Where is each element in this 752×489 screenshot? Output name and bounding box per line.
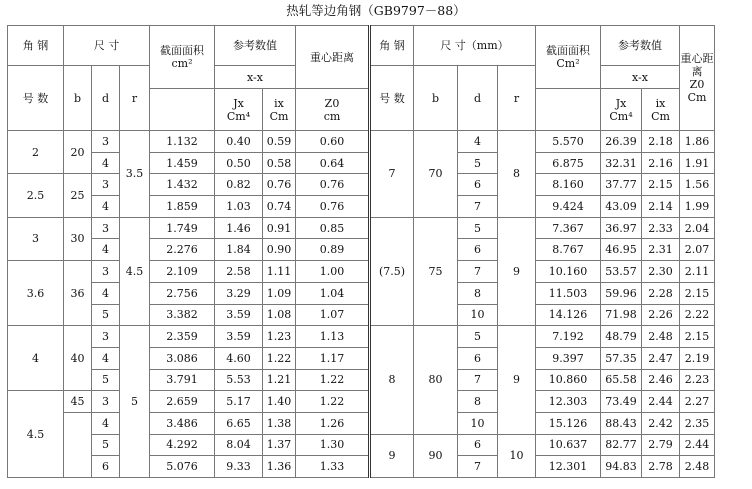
leg-width-b: 36 xyxy=(64,261,92,326)
thickness-d: 4 xyxy=(92,412,120,434)
radius-ix-right: 2.42 xyxy=(642,412,680,434)
thickness-d-right: 6 xyxy=(458,239,498,261)
moment-jx-right: 36.97 xyxy=(601,217,642,239)
thickness-d: 3 xyxy=(92,326,120,348)
header-area-spacer-right xyxy=(536,89,601,131)
moment-jx-right: 71.98 xyxy=(601,304,642,326)
radius-ix-right: 2.33 xyxy=(642,217,680,239)
moment-jx-right: 82.77 xyxy=(601,434,642,456)
thickness-d-right: 10 xyxy=(458,412,498,434)
moment-jx: 3.29 xyxy=(215,282,263,304)
thickness-d-right: 7 xyxy=(458,369,498,391)
section-area: 4.292 xyxy=(150,434,215,456)
centroid-z0: 1.33 xyxy=(296,456,370,478)
section-area: 1.749 xyxy=(150,217,215,239)
section-area-right: 7.367 xyxy=(536,217,601,239)
radius-ix: 1.09 xyxy=(263,282,296,304)
section-area-right: 8.767 xyxy=(536,239,601,261)
angle-no-2: 2 xyxy=(8,131,64,174)
steel-properties-table xyxy=(7,25,715,478)
radius-ix: 0.76 xyxy=(263,174,296,196)
moment-jx-right: 43.09 xyxy=(601,196,642,218)
moment-jx-right: 65.58 xyxy=(601,369,642,391)
thickness-d: 3 xyxy=(92,391,120,413)
radius-r-right: 10 xyxy=(498,434,536,477)
watermark xyxy=(496,444,666,462)
section-area-right: 12.303 xyxy=(536,391,601,413)
radius-ix-right: 2.15 xyxy=(642,174,680,196)
section-area: 3.086 xyxy=(150,347,215,369)
centroid-z0-right: 2.27 xyxy=(680,391,715,413)
radius-ix: 1.23 xyxy=(263,326,296,348)
radius-ix-right: 2.28 xyxy=(642,282,680,304)
thickness-d-right: 8 xyxy=(458,282,498,304)
moment-jx-right: 59.96 xyxy=(601,282,642,304)
thickness-d: 4 xyxy=(92,282,120,304)
centroid-z0-right: 1.99 xyxy=(680,196,715,218)
leg-width-b: 40 xyxy=(64,326,92,391)
moment-jx-right: 32.31 xyxy=(601,152,642,174)
header-no-label-right: 号 数 xyxy=(370,66,414,131)
leg-width-b-right: 80 xyxy=(414,326,458,434)
centroid-z0: 0.64 xyxy=(296,152,370,174)
header-ref-values-right: 参考数值 xyxy=(601,26,680,66)
radius-ix-right: 2.31 xyxy=(642,239,680,261)
section-area: 2.109 xyxy=(150,261,215,283)
thickness-d-right: 10 xyxy=(458,304,498,326)
centroid-z0: 0.76 xyxy=(296,196,370,218)
header-jx: Jx Cm⁴ xyxy=(215,89,263,131)
centroid-z0: 1.13 xyxy=(296,326,370,348)
section-area-right: 15.126 xyxy=(536,412,601,434)
section-area: 5.076 xyxy=(150,456,215,478)
moment-jx: 3.59 xyxy=(215,326,263,348)
header-area-spacer xyxy=(150,89,215,131)
thickness-d-right: 5 xyxy=(458,326,498,348)
centroid-z0-right: 2.07 xyxy=(680,239,715,261)
moment-jx: 0.50 xyxy=(215,152,263,174)
centroid-z0-right: 2.35 xyxy=(680,412,715,434)
section-area: 3.382 xyxy=(150,304,215,326)
radius-ix-right: 2.26 xyxy=(642,304,680,326)
moment-jx: 5.53 xyxy=(215,369,263,391)
moment-jx-right: 48.79 xyxy=(601,326,642,348)
leg-width-b: 45 xyxy=(64,391,92,413)
header-ix: ix Cm xyxy=(263,89,296,131)
section-area: 1.132 xyxy=(150,131,215,153)
header-angle-no-right: 角 钢 xyxy=(370,26,414,66)
centroid-z0-right: 1.91 xyxy=(680,152,715,174)
centroid-z0: 1.00 xyxy=(296,261,370,283)
moment-jx: 1.84 xyxy=(215,239,263,261)
radius-ix: 1.36 xyxy=(263,456,296,478)
moment-jx: 1.46 xyxy=(215,217,263,239)
angle-no-4: 4 xyxy=(8,326,64,391)
radius-r-right: 9 xyxy=(498,217,536,325)
radius-ix: 0.59 xyxy=(263,131,296,153)
thickness-d-right: 6 xyxy=(458,434,498,456)
radius-ix: 1.38 xyxy=(263,412,296,434)
radius-ix-right: 2.44 xyxy=(642,391,680,413)
header-size: 尺 寸 xyxy=(64,26,150,66)
radius-ix: 0.91 xyxy=(263,217,296,239)
angle-no-right: 8 xyxy=(370,326,414,434)
radius-ix-right: 2.48 xyxy=(642,326,680,348)
section-area-right: 9.424 xyxy=(536,196,601,218)
section-area-right: 14.126 xyxy=(536,304,601,326)
thickness-d-right: 6 xyxy=(458,174,498,196)
table-row xyxy=(8,391,715,413)
section-area: 1.859 xyxy=(150,196,215,218)
moment-jx-right: 37.77 xyxy=(601,174,642,196)
table-row xyxy=(8,347,715,369)
centroid-z0-right: 2.04 xyxy=(680,217,715,239)
header-b: b xyxy=(64,66,92,131)
header-area: 截面面积 cm² xyxy=(150,26,215,89)
thickness-d: 3 xyxy=(92,174,120,196)
centroid-z0-right: 2.15 xyxy=(680,326,715,348)
thickness-d-right: 8 xyxy=(458,391,498,413)
table-row xyxy=(8,174,715,196)
thickness-d: 3 xyxy=(92,217,120,239)
table-row xyxy=(8,131,715,153)
radius-r: 3.5 xyxy=(120,131,150,218)
header-ref-values: 参考数值 xyxy=(215,26,296,66)
section-area: 2.659 xyxy=(150,391,215,413)
moment-jx-right: 73.49 xyxy=(601,391,642,413)
header-axis-right: x-x xyxy=(601,66,680,89)
table-row xyxy=(8,239,715,261)
radius-ix-right: 2.79 xyxy=(642,434,680,456)
section-area-right: 5.570 xyxy=(536,131,601,153)
table-row xyxy=(8,261,715,283)
header-no-label: 号 数 xyxy=(8,66,64,131)
centroid-z0-right: 2.44 xyxy=(680,434,715,456)
thickness-d: 6 xyxy=(92,456,120,478)
section-area-right: 11.503 xyxy=(536,282,601,304)
radius-r: 4.5 xyxy=(120,217,150,325)
leg-width-b-right: 75 xyxy=(414,217,458,325)
centroid-z0-right: 2.11 xyxy=(680,261,715,283)
centroid-z0: 1.17 xyxy=(296,347,370,369)
radius-r-right: 8 xyxy=(498,131,536,218)
thickness-d-right: 7 xyxy=(458,456,498,478)
moment-jx: 1.03 xyxy=(215,196,263,218)
radius-ix: 1.11 xyxy=(263,261,296,283)
centroid-z0: 1.26 xyxy=(296,412,370,434)
radius-ix-right: 2.46 xyxy=(642,369,680,391)
section-area-right: 7.192 xyxy=(536,326,601,348)
header-axis: x-x xyxy=(215,66,296,89)
table-row xyxy=(8,196,715,218)
moment-jx-right: 46.95 xyxy=(601,239,642,261)
thickness-d: 3 xyxy=(92,261,120,283)
moment-jx: 6.65 xyxy=(215,412,263,434)
section-area-right: 12.301 xyxy=(536,456,601,478)
leg-width-b: 25 xyxy=(64,174,92,217)
centroid-z0: 0.76 xyxy=(296,174,370,196)
angle-no-right: 9 xyxy=(370,434,414,477)
header-size-mm: 尺 寸（mm） xyxy=(414,26,536,66)
moment-jx: 2.58 xyxy=(215,261,263,283)
table-row xyxy=(8,412,715,434)
centroid-z0-right: 2.23 xyxy=(680,369,715,391)
moment-jx: 3.59 xyxy=(215,304,263,326)
leg-width-b xyxy=(64,412,92,477)
header-d: d xyxy=(92,66,120,131)
section-area-right: 6.875 xyxy=(536,152,601,174)
radius-ix: 1.21 xyxy=(263,369,296,391)
thickness-d: 4 xyxy=(92,196,120,218)
radius-ix: 0.74 xyxy=(263,196,296,218)
header-b-right: b xyxy=(414,66,458,131)
header-z0: Z0 cm xyxy=(296,89,370,131)
section-area-right: 10.860 xyxy=(536,369,601,391)
thickness-d: 5 xyxy=(92,434,120,456)
moment-jx: 0.40 xyxy=(215,131,263,153)
moment-jx-right: 94.83 xyxy=(601,456,642,478)
table-row xyxy=(8,326,715,348)
moment-jx: 5.17 xyxy=(215,391,263,413)
moment-jx-right: 26.39 xyxy=(601,131,642,153)
leg-width-b: 30 xyxy=(64,217,92,260)
section-area: 2.756 xyxy=(150,282,215,304)
thickness-d-right: 5 xyxy=(458,152,498,174)
header-ix-right: ix Cm xyxy=(642,89,680,131)
section-area: 2.276 xyxy=(150,239,215,261)
table-row xyxy=(8,282,715,304)
section-area: 1.459 xyxy=(150,152,215,174)
radius-ix-right: 2.78 xyxy=(642,456,680,478)
centroid-z0-right: 1.86 xyxy=(680,131,715,153)
moment-jx: 4.60 xyxy=(215,347,263,369)
header-angle-no: 角 钢 xyxy=(8,26,64,66)
moment-jx: 9.33 xyxy=(215,456,263,478)
thickness-d-right: 5 xyxy=(458,217,498,239)
centroid-z0-right: 2.15 xyxy=(680,282,715,304)
radius-ix: 1.08 xyxy=(263,304,296,326)
angle-no-2-5: 2.5 xyxy=(8,174,64,217)
radius-ix: 0.58 xyxy=(263,152,296,174)
table-row xyxy=(8,217,715,239)
header-jx-right: Jx Cm⁴ xyxy=(601,89,642,131)
header-centroid: 重心距离 xyxy=(296,26,370,89)
centroid-z0: 0.60 xyxy=(296,131,370,153)
page-title: 热轧等边角钢（GB9797－88） xyxy=(286,3,466,18)
radius-r-right: 9 xyxy=(498,326,536,434)
leg-width-b-right: 90 xyxy=(414,434,458,477)
radius-ix-right: 2.18 xyxy=(642,131,680,153)
leg-width-b: 20 xyxy=(64,131,92,174)
moment-jx: 0.82 xyxy=(215,174,263,196)
centroid-z0: 1.07 xyxy=(296,304,370,326)
centroid-z0-right: 2.48 xyxy=(680,456,715,478)
centroid-z0: 1.22 xyxy=(296,369,370,391)
angle-no-3-6: 3.6 xyxy=(8,261,64,326)
header-r: r xyxy=(120,66,150,131)
radius-ix: 1.37 xyxy=(263,434,296,456)
header-d-right: d xyxy=(458,66,498,131)
radius-ix: 0.90 xyxy=(263,239,296,261)
centroid-z0-right: 1.56 xyxy=(680,174,715,196)
thickness-d-right: 6 xyxy=(458,347,498,369)
table-row xyxy=(8,304,715,326)
centroid-z0-right: 2.19 xyxy=(680,347,715,369)
angle-no-3: 3 xyxy=(8,217,64,260)
thickness-d: 4 xyxy=(92,347,120,369)
section-area-right: 8.160 xyxy=(536,174,601,196)
moment-jx-right: 53.57 xyxy=(601,261,642,283)
radius-ix-right: 2.14 xyxy=(642,196,680,218)
thickness-d: 4 xyxy=(92,152,120,174)
header-centroid-right: 重心距离 Z0 Cm xyxy=(680,26,715,131)
thickness-d: 5 xyxy=(92,304,120,326)
moment-jx: 8.04 xyxy=(215,434,263,456)
centroid-z0-right: 2.22 xyxy=(680,304,715,326)
thickness-d: 5 xyxy=(92,369,120,391)
table-row xyxy=(8,369,715,391)
header-area-right: 截面面积 Cm² xyxy=(536,26,601,89)
centroid-z0: 1.04 xyxy=(296,282,370,304)
centroid-z0: 0.85 xyxy=(296,217,370,239)
section-area: 1.432 xyxy=(150,174,215,196)
section-area-right: 9.397 xyxy=(536,347,601,369)
angle-no-right: (7.5) xyxy=(370,217,414,325)
section-area: 3.791 xyxy=(150,369,215,391)
centroid-z0: 0.89 xyxy=(296,239,370,261)
thickness-d-right: 4 xyxy=(458,131,498,153)
table-row xyxy=(8,152,715,174)
section-area: 2.359 xyxy=(150,326,215,348)
angle-no-right: 7 xyxy=(370,131,414,218)
radius-ix-right: 2.30 xyxy=(642,261,680,283)
thickness-d-right: 7 xyxy=(458,196,498,218)
radius-ix-right: 2.16 xyxy=(642,152,680,174)
centroid-z0: 1.30 xyxy=(296,434,370,456)
centroid-z0: 1.22 xyxy=(296,391,370,413)
thickness-d-right: 7 xyxy=(458,261,498,283)
thickness-d: 4 xyxy=(92,239,120,261)
moment-jx-right: 88.43 xyxy=(601,412,642,434)
radius-ix: 1.22 xyxy=(263,347,296,369)
section-area-right: 10.160 xyxy=(536,261,601,283)
moment-jx-right: 57.35 xyxy=(601,347,642,369)
header-r-right: r xyxy=(498,66,536,131)
radius-ix-right: 2.47 xyxy=(642,347,680,369)
radius-ix: 1.40 xyxy=(263,391,296,413)
angle-no-4-5: 4.5 xyxy=(8,391,64,478)
leg-width-b-right: 70 xyxy=(414,131,458,218)
radius-r: 5 xyxy=(120,326,150,478)
section-area: 3.486 xyxy=(150,412,215,434)
section-area-right: 10.637 xyxy=(536,434,601,456)
thickness-d: 3 xyxy=(92,131,120,153)
